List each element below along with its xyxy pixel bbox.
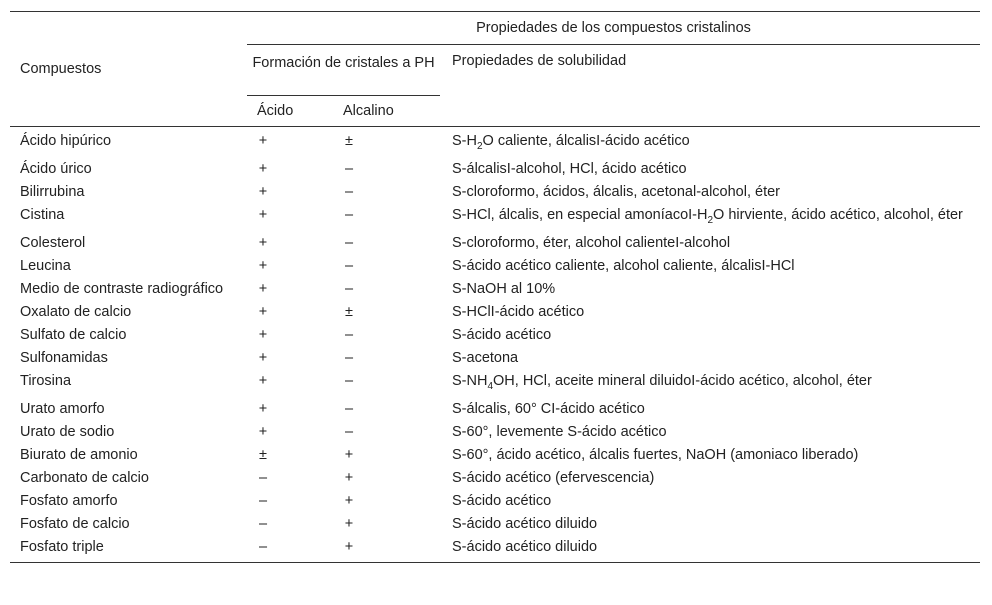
acid-sign: + (258, 400, 268, 417)
compound-cell: Fosfato de calcio (20, 515, 130, 532)
acid-cell (247, 204, 333, 232)
alkaline-sign: – (344, 234, 354, 251)
table-row (10, 158, 980, 181)
acid-cell (247, 513, 333, 536)
subscript: 2 (476, 140, 483, 152)
compound-cell: Urato de sodio (20, 423, 115, 440)
solubility-text: S-HClI-ácido acético (452, 303, 585, 320)
solubility-cell (440, 127, 980, 158)
compound-cell: Medio de contraste radiográfico (20, 280, 224, 297)
compound-cell: Carbonato de calcio (20, 469, 149, 486)
alkaline-cell (333, 255, 440, 278)
table-row (10, 444, 980, 467)
solubility-cell (440, 324, 980, 347)
compound-cell: Urato amorfo (20, 400, 105, 417)
group-title-header: Propiedades de los compuestos cristalinos (247, 12, 980, 45)
acid-sign: + (258, 423, 268, 440)
alkaline-sign: + (344, 446, 354, 463)
acid-sign: + (258, 257, 268, 274)
alkaline-cell (333, 158, 440, 181)
acid-header: Ácido (247, 96, 333, 127)
solubility-text: S-NH (452, 372, 488, 389)
alkaline-sign: – (344, 183, 354, 200)
solubility-cell (440, 490, 980, 513)
acid-sign: + (258, 349, 268, 366)
solubility-text: OH, HCl, aceite mineral diluidoI-ácido acético, alcohol, éter (493, 372, 872, 389)
compound-cell: Oxalato de calcio (20, 303, 132, 320)
alkaline-sign: + (344, 492, 354, 509)
solubility-cell (440, 467, 980, 490)
solubility-text: S-cloroformo, éter, alcohol calienteI-alcohol (452, 234, 731, 251)
compound-cell: Fosfato amorfo (20, 492, 118, 509)
alkaline-sign: – (344, 400, 354, 417)
table-row (10, 301, 980, 324)
acid-sign: – (258, 538, 268, 555)
solubility-text: S-HCl, álcalis, en especial amoníacoI-H (452, 206, 708, 223)
compound-cell: Sulfato de calcio (20, 326, 127, 343)
acid-cell (247, 467, 333, 490)
alkaline-sign: – (344, 160, 354, 177)
table-row (10, 490, 980, 513)
solubility-cell (440, 301, 980, 324)
acid-cell (247, 158, 333, 181)
solubility-text: S-60°, levemente S-ácido acético (452, 423, 667, 440)
acid-cell (247, 490, 333, 513)
acid-sign: + (258, 303, 268, 320)
compound-cell: Colesterol (20, 234, 86, 251)
crystal-formation-header: Formación de cristales a PH (247, 45, 440, 96)
solubility-header: Propiedades de solubilidad (440, 45, 980, 127)
solubility-text: S-ácido acético diluido (452, 515, 598, 532)
table-row (10, 398, 980, 421)
table-row (10, 204, 980, 232)
solubility-cell (440, 278, 980, 301)
solubility-text: S-ácido acético (efervescencia) (452, 469, 655, 486)
acid-cell (247, 324, 333, 347)
solubility-cell (440, 347, 980, 370)
acid-cell (247, 301, 333, 324)
alkaline-cell (333, 301, 440, 324)
table-row (10, 513, 980, 536)
alkaline-sign: + (344, 515, 354, 532)
alkaline-cell (333, 181, 440, 204)
alkaline-cell (333, 490, 440, 513)
alkaline-sign: ± (345, 303, 353, 320)
table-row (10, 536, 980, 563)
acid-cell (247, 536, 333, 563)
table-row (10, 467, 980, 490)
crystal-compounds-table (10, 11, 980, 563)
table-row (10, 127, 980, 158)
acid-sign: + (258, 183, 268, 200)
alkaline-sign: – (344, 349, 354, 366)
solubility-cell (440, 421, 980, 444)
table-row (10, 347, 980, 370)
alkaline-cell (333, 513, 440, 536)
alkaline-cell (333, 398, 440, 421)
alkaline-sign: – (344, 326, 354, 343)
table-body (10, 127, 980, 563)
solubility-cell (440, 444, 980, 467)
alkaline-cell (333, 536, 440, 563)
table-row (10, 370, 980, 398)
acid-sign: + (258, 234, 268, 251)
acid-sign: + (258, 280, 268, 297)
alkaline-sign: – (344, 423, 354, 440)
acid-sign: + (258, 160, 268, 177)
compound-cell: Ácido hipúrico (20, 133, 112, 149)
solubility-cell (440, 232, 980, 255)
compound-cell: Fosfato triple (10, 536, 247, 563)
solubility-text: O caliente, álcalisI-ácido acético (482, 133, 690, 149)
solubility-text: S-60°, ácido acético, álcalis fuertes, NaOH (amoniaco liberado) (452, 446, 859, 463)
table-row (10, 255, 980, 278)
alkaline-cell (333, 324, 440, 347)
alkaline-cell (333, 467, 440, 490)
solubility-cell (440, 398, 980, 421)
acid-cell (247, 347, 333, 370)
alkaline-sign: ± (345, 133, 353, 149)
compound-cell: Bilirrubina (20, 183, 85, 200)
alkaline-cell (333, 347, 440, 370)
compound-cell: Cistina (20, 206, 65, 223)
acid-sign: ± (259, 446, 267, 463)
compound-cell: Biurato de amonio (20, 446, 138, 463)
solubility-text: S-cloroformo, ácidos, álcalis, acetonal-alcohol, éter (452, 183, 781, 200)
compound-cell: Ácido úrico (20, 160, 92, 177)
table-header (10, 12, 980, 127)
table-row (10, 421, 980, 444)
alkaline-cell (333, 370, 440, 398)
alkaline-cell (333, 204, 440, 232)
acid-sign: + (258, 372, 268, 389)
solubility-text: S-acetona (452, 349, 519, 366)
solubility-text: S-ácido acético (452, 492, 552, 509)
alkaline-cell (333, 232, 440, 255)
solubility-cell (440, 370, 980, 398)
solubility-text: S-álcalis, 60° CI-ácido acético (452, 400, 645, 417)
table-row (10, 278, 980, 301)
acid-cell (247, 255, 333, 278)
compound-cell: Tirosina (20, 372, 72, 389)
alkaline-sign: – (344, 206, 354, 223)
subscript: 4 (487, 380, 494, 392)
acid-sign: – (258, 469, 268, 486)
table-row (10, 181, 980, 204)
acid-sign: + (258, 206, 268, 223)
alkaline-cell (333, 421, 440, 444)
alkaline-cell (333, 127, 440, 158)
compound-cell: Leucina (20, 257, 71, 274)
subscript: 2 (707, 214, 714, 226)
alkaline-cell (333, 444, 440, 467)
acid-cell (247, 181, 333, 204)
alkaline-header: Alcalino (333, 96, 440, 127)
solubility-text: S-ácido acético caliente, alcohol caliente, álcalisI-HCl (452, 257, 795, 274)
alkaline-cell (333, 278, 440, 301)
solubility-text: S-ácido acético diluido (452, 538, 598, 555)
acid-cell (247, 370, 333, 398)
table-row (10, 232, 980, 255)
solubility-cell (440, 513, 980, 536)
solubility-cell (440, 536, 980, 563)
acid-sign: + (258, 133, 268, 149)
acid-cell (247, 421, 333, 444)
compound-cell: Sulfonamidas (20, 349, 108, 366)
acid-cell (247, 278, 333, 301)
acid-cell (247, 444, 333, 467)
solubility-cell (440, 204, 980, 232)
alkaline-sign: – (344, 372, 354, 389)
alkaline-sign: – (344, 257, 354, 274)
alkaline-sign: – (344, 280, 354, 297)
alkaline-sign: + (344, 469, 354, 486)
acid-sign: + (258, 326, 268, 343)
acid-sign: – (258, 492, 268, 509)
solubility-text: S-NaOH al 10% (452, 280, 556, 297)
acid-cell (247, 127, 333, 158)
solubility-text: S-H (452, 133, 477, 149)
solubility-text: S-ácido acético (452, 326, 552, 343)
compounds-header: Compuestos (10, 12, 247, 127)
solubility-text: O hirviente, ácido acético, alcohol, éter (713, 206, 963, 223)
alkaline-sign: + (344, 538, 354, 555)
acid-cell (247, 232, 333, 255)
solubility-cell (440, 181, 980, 204)
table-row (10, 324, 980, 347)
acid-sign: – (258, 515, 268, 532)
acid-cell (247, 398, 333, 421)
solubility-cell (440, 255, 980, 278)
solubility-cell (440, 158, 980, 181)
solubility-text: S-álcalisI-alcohol, HCl, ácido acético (452, 160, 687, 177)
